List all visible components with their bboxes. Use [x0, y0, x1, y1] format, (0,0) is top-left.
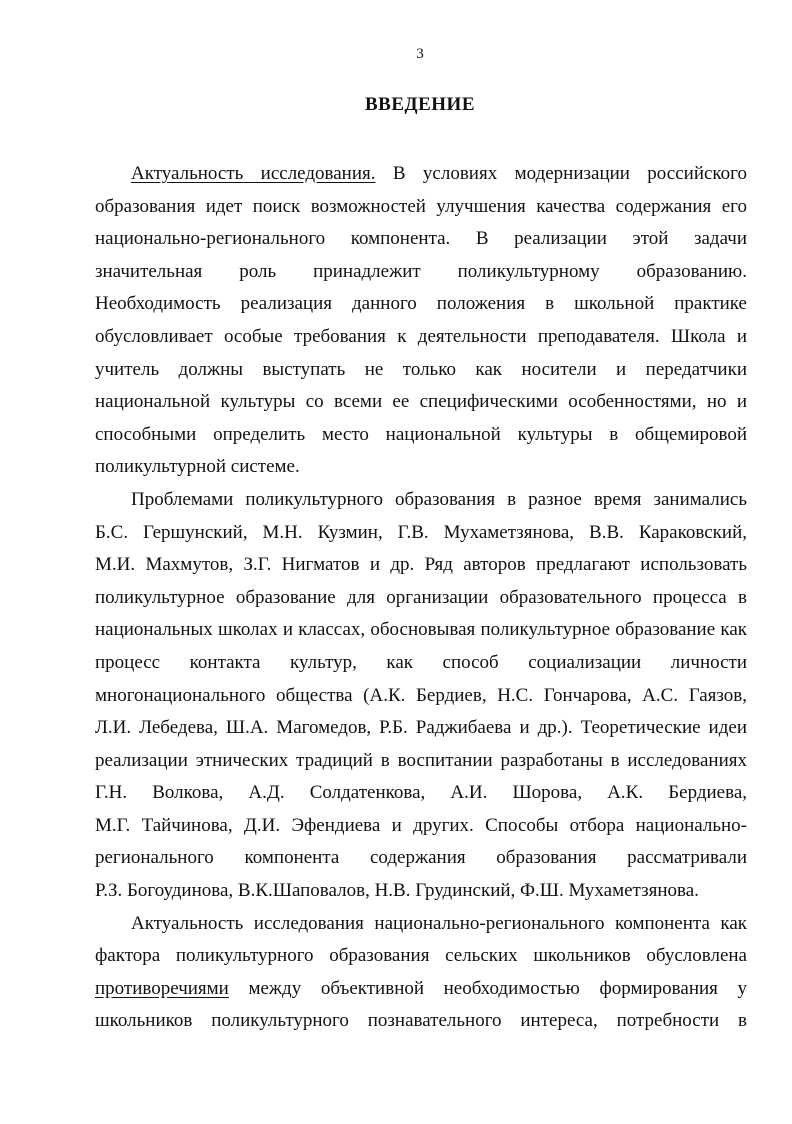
text-line: значительная роль принадлежит поликультурному образованию. [95, 260, 747, 282]
text-line: национальной культуры со всеми ее специфическими особенностями, но и [95, 391, 747, 413]
text-line: реализации этнических традиций в воспитании разработаны в исследованиях [95, 749, 747, 771]
text-line: обусловливает особые требования к деятельности преподавателя. Школа и [95, 325, 747, 347]
text-line: М.И. Махмутов, З.Г. Нигматов и др. Ряд авторов предлагают использовать [95, 554, 747, 576]
text-line: школьников поликультурного познавательного интереса, потребности в [95, 1010, 747, 1032]
text-line: противоречиями между объективной необходимостью формирования у [95, 977, 747, 999]
text-line: способными определить место национальной культуры в общемировой [95, 423, 747, 445]
text-line: регионального компонента содержания образования рассматривали [95, 847, 747, 869]
text-line: поликультурной системе. [95, 456, 300, 478]
text-line: национальных школах и классах, обосновывая поликультурное образование как [95, 619, 747, 641]
text-line: национально-регионального компонента. В реализации этой задачи [95, 228, 747, 250]
paragraph-relevance [95, 158, 747, 484]
text-line: фактора поликультурного образования сельских школьников обусловлена [95, 945, 747, 967]
text-line: поликультурное образование для организации образовательного процесса в [95, 586, 747, 608]
underlined-phrase: Актуальность исследования. [131, 163, 376, 184]
underlined-phrase: противоречиями [95, 977, 229, 999]
text-line: Актуальность исследования национально-регионального компонента как [131, 912, 747, 934]
text-line: учитель должны выступать не только как носители и передатчики [95, 358, 747, 380]
section-heading: ВВЕДЕНИЕ [365, 94, 475, 115]
text-line: Г.Н. Волкова, А.Д. Солдатенкова, А.И. Шорова, А.К. Бердиева, [95, 782, 747, 804]
text-line: Проблемами поликультурного образования в разное время занимались [131, 488, 747, 510]
text-line: процесс контакта культур, как способ социализации личности [95, 651, 747, 673]
paragraph-researchers [95, 484, 747, 908]
text-line: Необходимость реализация данного положения в школьной практике [95, 293, 747, 315]
text-line: Л.И. Лебедева, Ш.А. Магомедов, Р.Б. Раджибаева и др.). Теоретические идеи [95, 717, 747, 739]
document-body [95, 158, 747, 1038]
text-line: Р.З. Богоудинова, В.К.Шаповалов, Н.В. Грудинский, Ф.Ш. Мухаметзянова. [95, 880, 699, 902]
text-line: Б.С. Гершунский, М.Н. Кузмин, Г.В. Мухаметзянова, В.В. Караковский, [95, 521, 747, 543]
page-number: 3 [416, 46, 424, 62]
paragraph-contradictions [95, 908, 747, 1038]
text-line: Актуальность исследования. В условиях модернизации российского [131, 163, 748, 184]
text-line: образования идет поиск возможностей улучшения качества содержания его [95, 195, 747, 217]
text-line: М.Г. Тайчинова, Д.И. Эфендиева и других. Способы отбора национально- [95, 814, 747, 836]
text-line: многонационального общества (А.К. Бердиев, Н.С. Гончарова, А.С. Гаязов, [95, 684, 747, 706]
